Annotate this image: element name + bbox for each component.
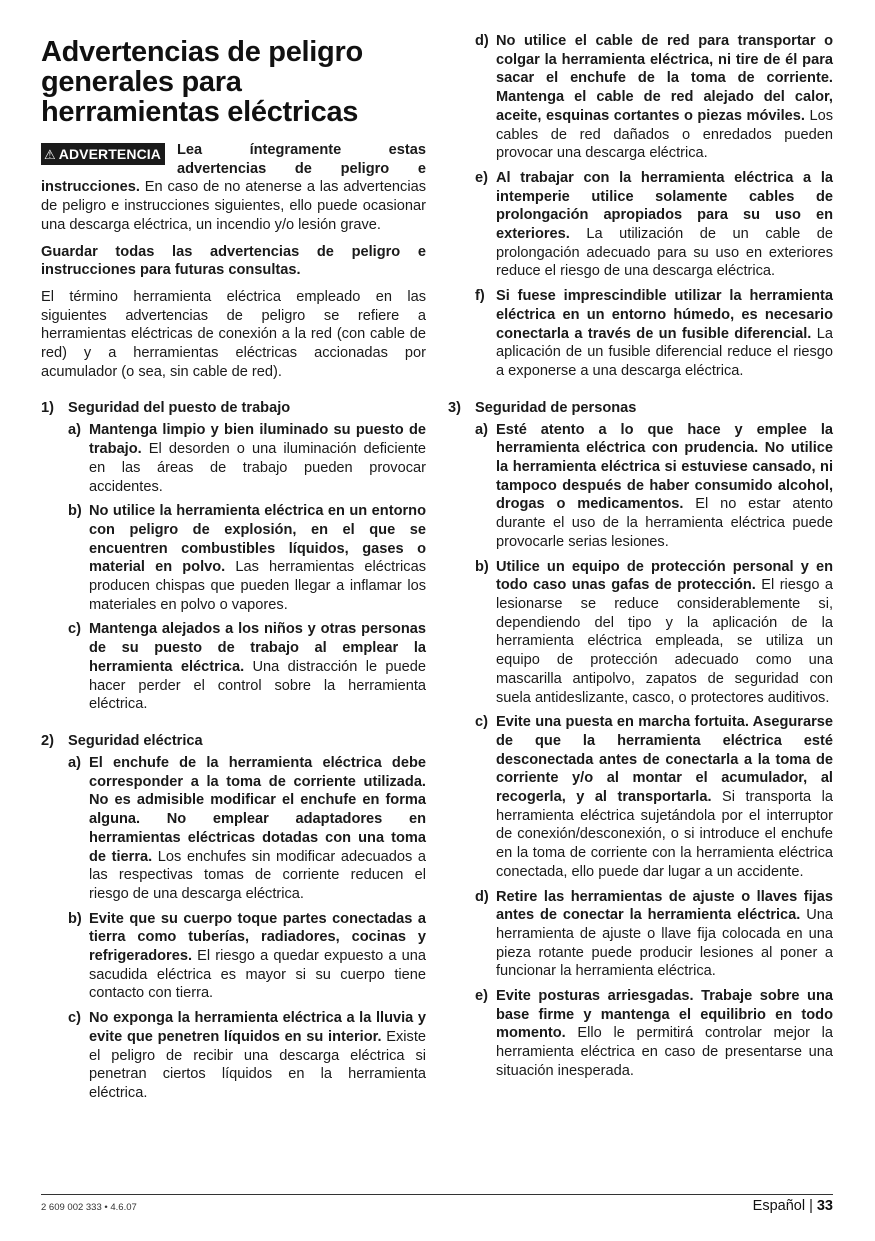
item-bold: Esté atento a lo que hace y emplee la herramienta eléctrica con prudencia. No utilice la herramienta eléctrica si estuviese cansado, ni tampoco después de haber consumido alcohol, drogas o medicamentos. xyxy=(496,421,833,513)
item-text: El riesgo a lesionarse se reduce considerablemente si, dependiendo del tipo y la aplicación de la herramienta eléctrica empleada, se utiliza un equipo de protección adecuado como una mascarilla antipolvo, zapatos de seguridad con suela antideslizante, casco, o protectores auditivos. xyxy=(496,577,833,706)
item-text: Una herramienta de ajuste o llave fija colocada en una pieza rotante puede producir lesiones al poner a funcionar la herramienta eléctrica. xyxy=(496,907,834,980)
item-bold: No exponga la herramienta eléctrica a la lluvia y evite que penetren líquidos en su interior. xyxy=(89,1010,426,1045)
section-heading xyxy=(41,732,426,751)
item-text: El no estar atento durante el uso de la herramienta eléctrica puede provocarle serias lesiones. xyxy=(496,496,833,550)
item-bold: El enchufe de la herramienta eléctrica debe corresponder a la toma de corriente utilizada. No es admisible modificar el enchufe en forma alguna. No emplear adaptadores en herramientas eléctricas dotadas con una toma de tierra. xyxy=(89,754,426,865)
page-number: 33 xyxy=(816,1198,833,1214)
item-letter: c) xyxy=(68,1010,81,1027)
item-bold: Si fuese imprescindible utilizar la herramienta eléctrica en un entorno húmedo, es necesario conectarla a través de un fusible diferencial. xyxy=(496,288,833,342)
list-item xyxy=(41,620,426,714)
item-letter: b) xyxy=(68,910,82,927)
item-bold: No utilice la herramienta eléctrica en un entorno con peligro de explosión, en el que se encuentren combustibles líquidos, gases o material en polvo. xyxy=(89,503,426,576)
list-item xyxy=(448,32,833,163)
list-item xyxy=(41,1009,426,1103)
item-text: Existe el peligro de recibir una descarga eléctrica si penetran ciertos líquidos en la herramienta eléctrica. xyxy=(89,1028,426,1101)
list-item xyxy=(448,287,833,381)
page-footer xyxy=(753,1198,833,1214)
item-bold: Evite posturas arriesgadas. Trabaje sobre una base firme y mantenga el equilibrio en todo momento. xyxy=(496,988,833,1042)
definition: El término herramienta eléctrica empleado en las siguientes advertencias de peligro se refiere a herramientas eléctricas de conexión a la red (con cable de red) y a herramientas eléctricas accionadas por acumulador (o sea, sin cable de red). xyxy=(41,288,426,380)
item-bold: Utilice un equipo de protección personal y en todo caso unas gafas de protección. xyxy=(496,558,833,594)
section-heading xyxy=(41,399,426,418)
warning-badge xyxy=(41,143,165,165)
item-letter: a) xyxy=(68,422,81,439)
warning-intro xyxy=(41,141,426,235)
save-note: Guardar todas las advertencias de peligro e instrucciones para futuras consultas. xyxy=(41,243,426,279)
list-item xyxy=(448,987,833,1081)
item-letter: c) xyxy=(475,714,488,731)
item-letter: e) xyxy=(475,169,488,186)
page-title: Advertencias de peligro generales para herramientas eléctricas xyxy=(41,36,363,128)
item-text: Si transporta la herramienta eléctrica sujetándola por el interruptor de conexión/desconexión, o si introduce el enchufe en la toma de corriente con la herramienta eléctrica conectada, ello puede dar lugar a un accidente. xyxy=(496,789,833,880)
item-letter: d) xyxy=(475,888,489,905)
footer-separator: | xyxy=(809,1198,813,1214)
section-number: 1) xyxy=(41,400,54,417)
item-bold: Evite una puesta en marcha fortuita. Asegurarse de que la herramienta eléctrica esté desconectada antes de conectarla a la toma de corriente y/o al montar el acumulador, al recogerla, y al transportarla. xyxy=(496,714,833,806)
section-number: 2) xyxy=(41,732,54,749)
list-item xyxy=(448,713,833,881)
footer-divider xyxy=(41,1194,833,1195)
list-item xyxy=(41,910,426,1004)
item-bold: Mantenga limpio y bien iluminado su puesto de trabajo. xyxy=(89,422,426,458)
item-text: Los enchufes sin modificar adecuados a las respectivas tomas de corriente reducen el riesgo de una descarga eléctrica. xyxy=(89,848,426,902)
item-bold: Retire las herramientas de ajuste o llaves fijas antes de conectar la herramienta eléctrica. xyxy=(496,888,833,924)
section-heading xyxy=(448,399,833,418)
list-item xyxy=(41,754,426,904)
item-letter: e) xyxy=(475,988,488,1005)
item-bold: No utilice el cable de red para transportar o colgar la herramienta eléctrica, ni tire de él para sacar el enchufe de la toma de corriente. Mantenga el cable de red alejado del calor, aceite, esquinas cortantes o piezas móviles. xyxy=(496,33,833,124)
list-item xyxy=(448,421,833,552)
item-text: La utilización de un cable de prolongación adecuado para su uso en exteriores reduce el riesgo de una descarga eléctrica. xyxy=(496,226,833,280)
item-text: El desorden o una iluminación deficiente en las áreas de trabajo pueden provocar accidentes. xyxy=(89,441,426,495)
item-letter: a) xyxy=(68,754,81,771)
list-item xyxy=(41,421,426,496)
intro-text: En caso de no atenerse a las advertencias de peligro e instrucciones siguientes, ello puede ocasionar una descarga eléctrica, un incendio y/o lesión grave. xyxy=(41,179,426,233)
item-text: Una distracción le puede hacer perder el control sobre la herramienta eléctrica. xyxy=(89,658,426,713)
list-item xyxy=(448,169,833,281)
right-column xyxy=(448,32,833,1087)
item-bold: Al trabajar con la herramienta eléctrica a la intemperie utilice solamente cables de prolongación apropiados para su uso en exteriores. xyxy=(496,169,833,243)
section-number: 3) xyxy=(448,399,461,416)
item-text: Las herramientas eléctricas producen chispas que pueden llegar a inflamar los materiales en polvo o vapores. xyxy=(89,559,426,613)
list-item xyxy=(41,502,426,614)
warning-triangle-icon: ⚠ xyxy=(44,147,56,162)
item-text: La aplicación de un fusible diferencial reduce el riesgo a exponerse a una descarga eléctrica. xyxy=(496,325,833,379)
item-letter: c) xyxy=(68,621,81,638)
document-code: 2 609 002 333 • 4.6.07 xyxy=(41,1202,137,1213)
section-title: Seguridad del puesto de trabajo xyxy=(68,400,291,417)
item-letter: b) xyxy=(475,558,489,575)
section-1 xyxy=(41,399,426,714)
item-text: Ello le permitirá controlar mejor la herramienta eléctrica en caso de presentarse una situación inesperada. xyxy=(496,1025,833,1079)
item-text: El riesgo a quedar expuesto a una sacudida eléctrica es mayor si su cuerpo tiene contacto con tierra. xyxy=(89,948,426,1002)
item-letter: b) xyxy=(68,503,82,520)
section-title: Seguridad de personas xyxy=(475,399,637,416)
item-letter: f) xyxy=(475,288,485,305)
list-item xyxy=(448,558,833,708)
item-letter: a) xyxy=(475,421,488,438)
intro-bold: Lea íntegramente estas advertencias de peligro e instrucciones. xyxy=(41,142,426,196)
warning-badge-label: ADVERTENCIA xyxy=(58,146,161,162)
left-column xyxy=(41,32,426,1109)
list-item xyxy=(448,888,833,982)
section-2 xyxy=(41,732,426,1103)
item-bold: Evite que su cuerpo toque partes conectadas a tierra como tuberías, radiadores, cocinas y refrigeradores. xyxy=(89,910,426,965)
section-3 xyxy=(448,399,833,1081)
item-bold: Mantenga alejados a los niños y otras personas de su puesto de trabajo al emplear la herramienta eléctrica. xyxy=(89,621,426,675)
item-letter: d) xyxy=(475,33,489,49)
section-title: Seguridad eléctrica xyxy=(68,732,203,749)
footer-language: Español xyxy=(752,1198,806,1214)
item-text: Los cables de red dañados o enredados pueden provocar una descarga eléctrica. xyxy=(496,107,833,162)
